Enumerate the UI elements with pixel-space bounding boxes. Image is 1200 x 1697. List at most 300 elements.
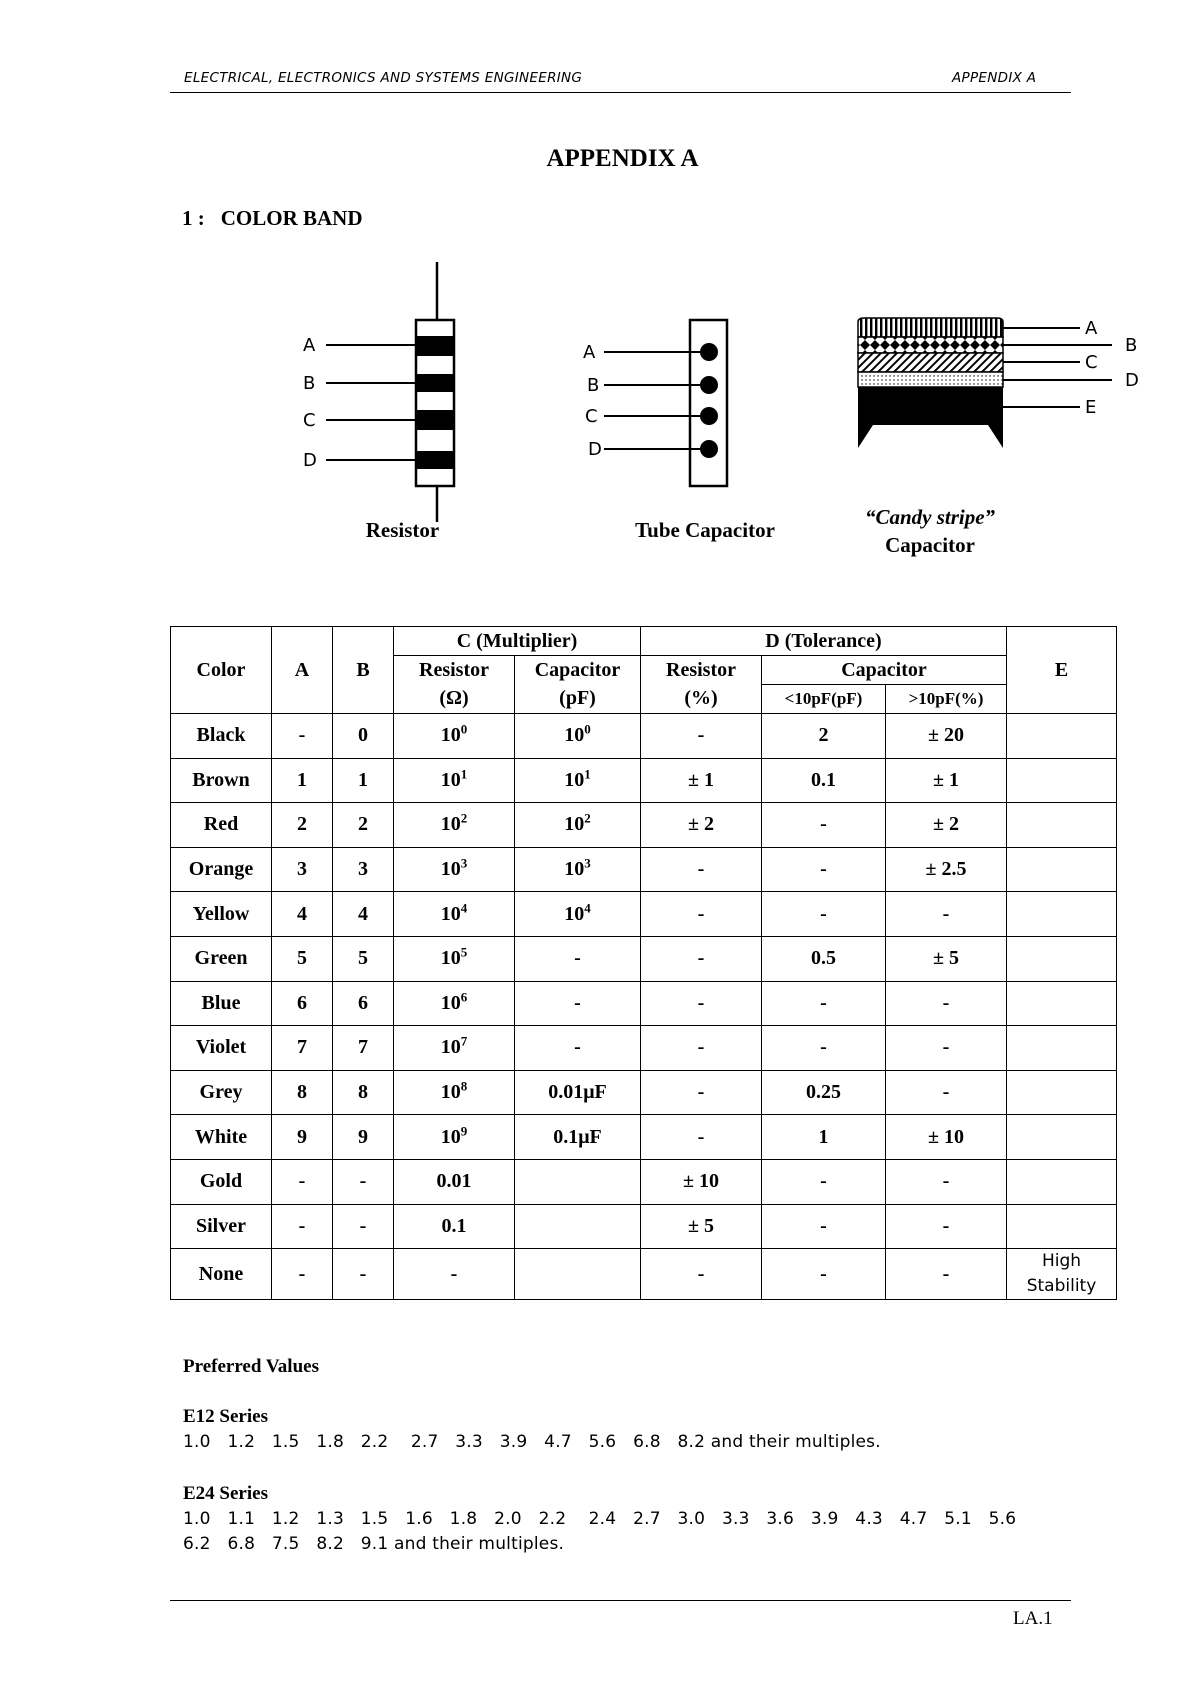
cell-tol-resistor-value: ± 2 <box>688 813 714 836</box>
cell-e <box>1007 1159 1117 1204</box>
cell-color <box>171 1070 272 1115</box>
cell-b-value: 3 <box>358 858 368 881</box>
cell-mult-resistor <box>394 803 515 848</box>
candy-label-b: B <box>1125 335 1138 356</box>
cell-color <box>171 758 272 803</box>
cell-tol-resistor-value: - <box>697 724 705 747</box>
cell-mult-resistor-value: 0.01 <box>436 1170 472 1193</box>
resistor-band-a <box>416 336 454 356</box>
cell-b <box>333 1115 394 1160</box>
tube-capacitor-diagram <box>583 320 727 486</box>
candy-label-a: A <box>1085 318 1098 339</box>
cell-b <box>333 892 394 937</box>
cell-b <box>333 758 394 803</box>
cell-color <box>171 847 272 892</box>
cell-a <box>272 1249 333 1300</box>
cell-tol-resistor-value: - <box>697 947 705 970</box>
cell-mult-capacitor <box>515 1026 641 1071</box>
cell-tol-cap-high-value: ± 10 <box>928 1125 964 1148</box>
cell-tol-cap-high <box>886 1070 1007 1115</box>
candy-stripe-caption-italic: “Candy stripe” <box>864 505 996 529</box>
candy-stripe-caption-text: Capacitor <box>885 533 975 557</box>
cell-a <box>272 1026 333 1071</box>
cell-mult-resistor-value: 10 <box>440 947 461 970</box>
cell-mult-resistor-value: - <box>450 1262 458 1285</box>
cell-mult-resistor <box>394 936 515 981</box>
cell-e <box>1007 1204 1117 1249</box>
cell-b-value: 7 <box>358 1036 368 1059</box>
cell-tol-cap-low-value: - <box>820 858 827 881</box>
cell-a <box>272 847 333 892</box>
cell-tol-resistor-value: - <box>697 1081 705 1104</box>
cell-tol-cap-high-value: - <box>942 902 950 925</box>
cell-mult-resistor <box>394 758 515 803</box>
cell-tol-cap-high <box>886 981 1007 1026</box>
cell-tol-cap-low-value: - <box>820 1036 827 1059</box>
table-row <box>171 892 1117 937</box>
cell-mult-resistor-value: 10 <box>440 1081 461 1104</box>
cell-mult-capacitor <box>515 981 641 1026</box>
cell-mult-capacitor <box>515 1249 641 1300</box>
cell-color-value: Red <box>203 813 239 836</box>
cell-tol-cap-high <box>886 892 1007 937</box>
cell-tol-cap-low-value: 1 <box>818 1125 829 1148</box>
running-header-section: APPENDIX A <box>952 70 1037 86</box>
e24-series-title: E24 Series <box>183 1483 268 1504</box>
cell-mult-capacitor-value: - <box>574 947 581 970</box>
cell-mult-resistor <box>394 847 515 892</box>
cell-b-value: 6 <box>358 991 368 1014</box>
cell-tol-resistor <box>641 1070 762 1115</box>
table-body <box>171 714 1117 1300</box>
tube-label-c: C <box>585 406 598 427</box>
footer-rule <box>170 1600 1071 1601</box>
cell-mult-capacitor <box>515 1115 641 1160</box>
cell-tol-cap-high <box>886 1249 1007 1300</box>
resistor-caption: Resistor <box>365 518 440 542</box>
candy-label-d: D <box>1125 370 1139 391</box>
cell-tol-cap-low <box>762 1249 886 1300</box>
cell-tol-cap-low-value: 0.1 <box>811 768 836 791</box>
table-row <box>171 981 1117 1026</box>
cell-a <box>272 1159 333 1204</box>
cell-mult-resistor-exponent: 0 <box>460 721 468 737</box>
table-row <box>171 1070 1117 1115</box>
cell-mult-resistor <box>394 981 515 1026</box>
cell-b-value: 1 <box>358 768 368 791</box>
cell-mult-resistor-exponent: 2 <box>460 810 468 826</box>
cell-mult-resistor-value: 10 <box>440 1036 461 1059</box>
section-number: 1 : <box>182 206 205 230</box>
cell-mult-capacitor <box>515 1159 641 1204</box>
cell-mult-resistor-exponent: 3 <box>460 855 468 871</box>
page-number: LA.1 <box>1013 1608 1053 1629</box>
cell-mult-capacitor-exponent: 2 <box>584 810 591 826</box>
header-rule <box>170 92 1071 93</box>
tube-label-d: D <box>588 439 602 460</box>
header-tol-cap-high: >10pF(%) <box>886 685 1007 714</box>
cell-mult-capacitor-exponent: 3 <box>584 855 591 871</box>
cell-color-value: Silver <box>196 1214 246 1237</box>
cell-tol-resistor <box>641 1249 762 1300</box>
cell-tol-cap-low-value: - <box>820 813 827 836</box>
cell-tol-cap-low <box>762 803 886 848</box>
cell-b <box>333 1204 394 1249</box>
cell-tol-resistor <box>641 1115 762 1160</box>
table-row <box>171 803 1117 848</box>
header-mult-resistor-unit: (Ω) <box>394 685 515 714</box>
cell-mult-resistor-exponent: 8 <box>460 1078 468 1094</box>
cell-mult-resistor-value: 10 <box>440 858 461 881</box>
cell-b-value: - <box>359 1214 367 1237</box>
cell-tol-cap-high <box>886 936 1007 981</box>
cell-tol-resistor <box>641 803 762 848</box>
cell-color <box>171 981 272 1026</box>
cell-color-value: White <box>194 1125 248 1148</box>
resistor-label-a: A <box>303 335 316 356</box>
cell-a-value: - <box>298 1214 306 1237</box>
cell-tol-resistor-value: ± 5 <box>688 1214 714 1237</box>
cell-mult-resistor <box>394 1026 515 1071</box>
cell-mult-capacitor-value: - <box>574 1036 581 1059</box>
header-multiplier: C (Multiplier) <box>394 627 641 656</box>
cell-mult-resistor <box>394 1204 515 1249</box>
table-row <box>171 1159 1117 1204</box>
cell-tol-cap-high-value: ± 2 <box>933 813 959 836</box>
cell-tol-cap-low <box>762 758 886 803</box>
cell-tol-cap-low-value: - <box>820 1214 827 1237</box>
resistor-band-b <box>416 374 454 392</box>
cell-mult-resistor <box>394 892 515 937</box>
cell-tol-cap-low-value: - <box>820 1170 827 1193</box>
cell-color <box>171 892 272 937</box>
cell-mult-capacitor-value: - <box>574 991 581 1014</box>
cell-mult-capacitor-exponent: 4 <box>584 900 591 916</box>
resistor-band-d <box>416 451 454 469</box>
cell-a-value: 1 <box>297 768 307 791</box>
cell-color-value: Black <box>196 724 246 747</box>
cell-mult-capacitor <box>515 936 641 981</box>
page-title: APPENDIX A <box>546 145 699 172</box>
cell-tol-resistor-value: - <box>697 1262 705 1285</box>
header-color: Color <box>171 627 272 714</box>
cell-tol-resistor <box>641 758 762 803</box>
cell-e <box>1007 1249 1117 1300</box>
resistor-label-c: C <box>303 410 316 431</box>
cell-tol-cap-low-value: - <box>820 1262 827 1285</box>
cell-tol-cap-low-value: 0.5 <box>811 947 836 970</box>
header-e: E <box>1007 627 1117 714</box>
cell-mult-capacitor <box>515 1204 641 1249</box>
cell-mult-resistor-exponent: 6 <box>460 989 468 1005</box>
cell-color-value: Blue <box>201 991 241 1014</box>
cell-tol-cap-low <box>762 1115 886 1160</box>
cell-tol-resistor <box>641 1026 762 1071</box>
cell-mult-capacitor-value: 10 <box>564 902 585 925</box>
cell-a-value: 4 <box>297 902 307 925</box>
candy-label-c: C <box>1085 352 1098 373</box>
tube-label-a: A <box>583 342 596 363</box>
cell-color-value: Green <box>194 947 248 970</box>
cell-a-value: 9 <box>297 1125 307 1148</box>
section-heading <box>182 206 363 231</box>
tube-capacitor-caption: Tube Capacitor <box>635 518 775 542</box>
table-row <box>171 1249 1117 1300</box>
cell-tol-resistor-value: ± 10 <box>683 1170 719 1193</box>
candy-label-e: E <box>1085 397 1097 418</box>
header-mult-resistor: Resistor <box>394 656 515 685</box>
cell-b <box>333 1159 394 1204</box>
section-title: COLOR BAND <box>220 206 363 230</box>
cell-tol-cap-high-value: ± 2.5 <box>925 858 967 881</box>
e12-series-values: 1.0 1.2 1.5 1.8 2.2 2.7 3.3 3.9 4.7 5.6 6.8 8.2 and their multiples. <box>183 1432 881 1452</box>
cell-mult-capacitor-exponent: 0 <box>584 721 591 737</box>
cell-tol-cap-low-value: 0.25 <box>806 1081 841 1104</box>
cell-mult-resistor-exponent: 7 <box>460 1033 468 1049</box>
cell-mult-resistor <box>394 1159 515 1204</box>
cell-tol-resistor <box>641 847 762 892</box>
cell-tol-resistor-value: ± 1 <box>688 768 714 791</box>
cell-a-value: - <box>298 1170 306 1193</box>
cell-tol-resistor-value: - <box>697 991 705 1014</box>
cell-e <box>1007 1115 1117 1160</box>
cell-tol-cap-high <box>886 714 1007 759</box>
cell-b-value: 9 <box>358 1125 368 1148</box>
cell-b-value: - <box>359 1262 367 1285</box>
cell-mult-capacitor <box>515 847 641 892</box>
cell-mult-capacitor <box>515 758 641 803</box>
cell-color-value: None <box>198 1262 244 1285</box>
resistor-diagram <box>303 262 454 522</box>
cell-tol-cap-high <box>886 1159 1007 1204</box>
header-b: B <box>333 627 394 714</box>
cell-mult-resistor-exponent: 1 <box>460 766 468 782</box>
preferred-values-heading: Preferred Values <box>183 1356 319 1377</box>
table-row <box>171 758 1117 803</box>
cell-mult-resistor-value: 10 <box>440 902 461 925</box>
cell-color <box>171 936 272 981</box>
cell-color <box>171 1159 272 1204</box>
table-row <box>171 847 1117 892</box>
cell-e <box>1007 758 1117 803</box>
header-a: A <box>272 627 333 714</box>
cell-e <box>1007 1070 1117 1115</box>
cell-mult-resistor-exponent: 9 <box>460 1122 468 1138</box>
cell-a <box>272 1070 333 1115</box>
cell-tol-cap-high <box>886 758 1007 803</box>
cell-tol-cap-high <box>886 803 1007 848</box>
cell-tol-cap-high-value: - <box>942 991 950 1014</box>
cell-tol-cap-low <box>762 981 886 1026</box>
cell-b <box>333 1249 394 1300</box>
cell-a <box>272 1115 333 1160</box>
cell-a-value: 7 <box>297 1036 307 1059</box>
cell-mult-resistor-value: 10 <box>440 991 461 1014</box>
cell-mult-capacitor <box>515 803 641 848</box>
cell-e <box>1007 892 1117 937</box>
cell-tol-resistor <box>641 981 762 1026</box>
cell-a-value: 8 <box>297 1081 307 1104</box>
cell-mult-capacitor-value: 10 <box>564 813 585 836</box>
cell-a <box>272 758 333 803</box>
cell-mult-capacitor-value: 10 <box>564 858 585 881</box>
cell-a <box>272 714 333 759</box>
header-mult-capacitor: Capacitor <box>515 656 641 685</box>
candy-stripe-capacitor-diagram <box>858 318 1139 448</box>
cell-mult-resistor-value: 10 <box>440 724 461 747</box>
resistor-label-b: B <box>303 373 316 394</box>
e24-series-values-line1: 1.0 1.1 1.2 1.3 1.5 1.6 1.8 2.0 2.2 2.4 2.7 3.0 3.3 3.6 3.9 4.3 4.7 5.1 5.6 <box>183 1509 1017 1529</box>
cell-a-value: - <box>298 1262 306 1285</box>
cell-tol-cap-high <box>886 1204 1007 1249</box>
cell-color <box>171 803 272 848</box>
table-row <box>171 936 1117 981</box>
cell-tol-cap-high-value: - <box>942 1036 950 1059</box>
cell-a <box>272 1204 333 1249</box>
cell-mult-resistor <box>394 1249 515 1300</box>
cell-a <box>272 892 333 937</box>
cell-e <box>1007 1026 1117 1071</box>
cell-mult-capacitor <box>515 1070 641 1115</box>
cell-a-value: 5 <box>297 947 307 970</box>
cell-mult-capacitor-exponent: 1 <box>584 766 591 782</box>
cell-b <box>333 936 394 981</box>
cell-mult-capacitor <box>515 892 641 937</box>
cell-tol-cap-low <box>762 1204 886 1249</box>
cell-mult-resistor-value: 10 <box>440 813 461 836</box>
cell-color <box>171 1026 272 1071</box>
cell-tol-cap-low <box>762 936 886 981</box>
table-row <box>171 714 1117 759</box>
cell-mult-capacitor <box>515 714 641 759</box>
cell-tol-cap-high <box>886 847 1007 892</box>
cell-b-value: 5 <box>358 947 368 970</box>
cell-mult-capacitor-value: 10 <box>564 768 585 791</box>
cell-color-value: Yellow <box>192 902 250 925</box>
table-row <box>171 1026 1117 1071</box>
cell-e <box>1007 714 1117 759</box>
cell-b-value: 2 <box>358 813 368 836</box>
cell-tol-resistor-value: - <box>697 902 705 925</box>
table-row <box>171 1204 1117 1249</box>
cell-color-value: Orange <box>188 858 254 881</box>
cell-b-value: - <box>359 1170 367 1193</box>
cell-tol-cap-high-value: ± 5 <box>933 947 959 970</box>
candy-stripe-caption <box>835 503 1025 559</box>
cell-b <box>333 803 394 848</box>
cell-a-value: 2 <box>297 813 307 836</box>
cell-b-value: 8 <box>358 1081 368 1104</box>
header-tol-cap-low: <10pF(pF) <box>762 685 886 714</box>
cell-color-value: Gold <box>199 1170 243 1193</box>
cell-tol-resistor <box>641 714 762 759</box>
cell-a-value: 3 <box>297 858 307 881</box>
header-tol-resistor-unit: (%) <box>641 685 762 714</box>
cell-tol-cap-high-value: - <box>942 1214 950 1237</box>
cell-tol-resistor <box>641 1159 762 1204</box>
cell-tol-cap-high <box>886 1115 1007 1160</box>
header-tol-resistor: Resistor <box>641 656 762 685</box>
cell-mult-resistor-value: 10 <box>440 768 461 791</box>
cell-color <box>171 714 272 759</box>
cell-mult-resistor-exponent: 5 <box>460 944 468 960</box>
cell-tol-cap-high-value: - <box>942 1170 950 1193</box>
cell-tol-cap-low <box>762 1026 886 1071</box>
tube-label-b: B <box>587 375 600 396</box>
table-header-row <box>171 627 1117 656</box>
cell-e-value: High Stability <box>1026 1251 1097 1297</box>
cell-a <box>272 981 333 1026</box>
cell-tol-cap-high <box>886 1026 1007 1071</box>
resistor-label-d: D <box>303 450 317 471</box>
resistor-band-c <box>416 410 454 430</box>
cell-tol-cap-low <box>762 847 886 892</box>
e12-series-title: E12 Series <box>183 1406 268 1427</box>
header-tolerance: D (Tolerance) <box>641 627 1007 656</box>
cell-mult-resistor <box>394 714 515 759</box>
cell-e <box>1007 803 1117 848</box>
cell-mult-capacitor-value: 10 <box>564 724 585 747</box>
cell-b <box>333 1070 394 1115</box>
cell-color <box>171 1204 272 1249</box>
e24-series-values-line2: 6.2 6.8 7.5 8.2 9.1 and their multiples. <box>183 1534 565 1554</box>
header-mult-capacitor-unit: (pF) <box>515 685 641 714</box>
cell-tol-cap-low-value: - <box>820 902 827 925</box>
cell-b-value: 0 <box>358 724 368 747</box>
cell-a-value: 6 <box>297 991 307 1014</box>
cell-mult-resistor-value: 0.1 <box>441 1214 467 1237</box>
cell-mult-resistor <box>394 1115 515 1160</box>
cell-tol-resistor-value: - <box>697 1036 705 1059</box>
cell-tol-cap-low <box>762 1070 886 1115</box>
cell-e <box>1007 936 1117 981</box>
cell-color <box>171 1249 272 1300</box>
cell-b <box>333 714 394 759</box>
cell-color-value: Grey <box>199 1081 243 1104</box>
cell-a <box>272 803 333 848</box>
cell-a-value: - <box>298 724 306 747</box>
cell-tol-cap-low <box>762 714 886 759</box>
color-code-table <box>170 626 1117 1300</box>
cell-tol-cap-high-value: ± 20 <box>928 724 964 747</box>
running-header-title: ELECTRICAL, ELECTRONICS AND SYSTEMS ENGINEERING <box>184 70 583 86</box>
table-row <box>171 1115 1117 1160</box>
cell-b <box>333 1026 394 1071</box>
cell-mult-resistor <box>394 1070 515 1115</box>
cell-tol-resistor <box>641 936 762 981</box>
cell-tol-resistor <box>641 892 762 937</box>
header-tol-capacitor: Capacitor <box>762 656 1007 685</box>
cell-b <box>333 981 394 1026</box>
cell-tol-resistor-value: - <box>697 1125 705 1148</box>
cell-color <box>171 1115 272 1160</box>
cell-b <box>333 847 394 892</box>
cell-color-value: Violet <box>195 1036 247 1059</box>
cell-tol-resistor-value: - <box>697 858 705 881</box>
cell-tol-cap-low <box>762 892 886 937</box>
cell-b-value: 4 <box>358 902 368 925</box>
cell-tol-cap-high-value: - <box>942 1262 950 1285</box>
cell-mult-resistor-value: 10 <box>440 1125 461 1148</box>
cell-tol-cap-high-value: ± 1 <box>933 768 959 791</box>
cell-tol-cap-high-value: - <box>942 1081 950 1104</box>
cell-e <box>1007 981 1117 1026</box>
cell-mult-resistor-exponent: 4 <box>460 900 468 916</box>
cell-color-value: Brown <box>192 768 250 791</box>
cell-tol-cap-low-value: - <box>820 991 827 1014</box>
cell-a <box>272 936 333 981</box>
cell-tol-resistor <box>641 1204 762 1249</box>
